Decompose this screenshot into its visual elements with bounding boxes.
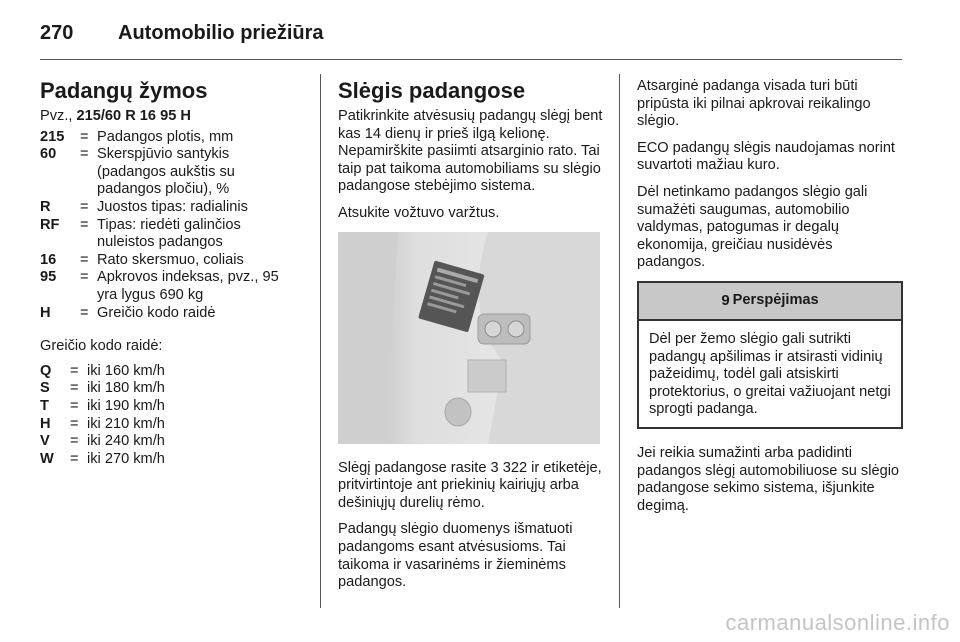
speed-code-list [40, 363, 302, 469]
speed-row: T = iki 190 km/h [40, 397, 165, 414]
page-header [40, 22, 324, 45]
section-heading-tire-pressure: Slėgis padangose [338, 78, 526, 103]
paragraph: Slėgį padangose rasite 3 322 ir etiketėje, pritvirtintoje ant priekinių kairiųjų arba dešiniųjų durelių rėmo. [338, 459, 602, 511]
speed-row: V = iki 240 km/h [40, 433, 165, 450]
definition-row: R = Juostos tipas: radialinis [40, 198, 248, 215]
warning-title: Perspėjimas [732, 292, 819, 309]
paragraph: Jei reikia sumažinti arba padidinti padangos slėgį automobiliuose su slėgio padangose sekimo sistema, išjunkite degimą. [637, 444, 900, 514]
header-rule [40, 59, 902, 60]
paragraph: ECO padangų slėgis naudojamas norint suvartoti mažiau kuro. [637, 139, 895, 174]
paragraph: Atsukite vožtuvo varžtus. [338, 204, 500, 221]
column-pressure-notes [637, 78, 903, 524]
definition-row: 16 = Rato skersmuo, coliais [40, 251, 244, 268]
example-line: Pvz., 215/60 R 16 95 H [40, 108, 191, 124]
warning-box [637, 281, 903, 429]
example-code: 215/60 R 16 95 H [76, 108, 191, 124]
tire-code-definitions [40, 129, 302, 323]
chapter-title: Automobilio priežiūra [118, 22, 324, 44]
page-reference-arrow-icon: 3 [490, 459, 499, 476]
definition-row: RF = Tipas: riedėti galinčios nuleistos padangos [40, 216, 241, 251]
paragraph: Atsarginė padanga visada turi būti pripūsta iki pilnai apkrovai reikalingo slėgio. [637, 78, 871, 130]
paragraph: Dėl netinkamo padangos slėgio gali sumažėti saugumas, automobilio valdymas, patogumas ir degalų ekonomija, greičiau nusidėvės padangos. [637, 183, 868, 271]
page-number: 270 [40, 22, 74, 44]
speed-row: H = iki 210 km/h [40, 415, 165, 432]
definition-row: 60 = Skerspjūvio santykis (padangos aukštis su padangos pločiu), % [40, 146, 235, 198]
paragraph: Patikrinkite atvėsusių padangų slėgį bent kas 14 dienų ir prieš ilgą kelionę. Nepamirškite pasiimti atsarginio rato. Tai taip pat taikoma automobiliams su slėgio padangose stebėjimo sistema. [338, 108, 603, 195]
speed-row: Q = iki 160 km/h [40, 362, 165, 379]
column-tire-pressure [338, 78, 604, 601]
warning-text: Dėl per žemo slėgio gali sutrikti padangų apšilimas ir atsirasti vidinių pažeidimų, todėl gali atsiskirti protektorius, o greitai važiuojant netgi sprogti padanga. [649, 330, 891, 418]
definition-row: 215 = Padangos plotis, mm [40, 128, 234, 145]
column-divider-1 [320, 74, 321, 608]
warning-header [639, 283, 901, 321]
definition-row: 95 = Apkrovos indeksas, pvz., 95 yra lygus 690 kg [40, 269, 279, 303]
section-heading-tire-markings: Padangų žymos [40, 78, 208, 103]
column-tire-markings [40, 78, 302, 468]
definition-row: H = Greičio kodo raidė [40, 304, 216, 321]
speed-row: W = iki 270 km/h [40, 450, 165, 467]
speed-row: S = iki 180 km/h [40, 380, 165, 397]
watermark: carmanualsonline.info [725, 610, 950, 635]
paragraph: Padangų slėgio duomenys išmatuoti padangoms esant atvėsusioms. Tai taikoma ir vasarinėms ir žieminėms padangos. [338, 521, 573, 591]
speed-code-intro: Greičio kodo raidė: [40, 338, 163, 355]
warning-triangle-icon: 9 [721, 292, 730, 310]
column-divider-2 [619, 74, 620, 608]
door-frame-label-photo [338, 232, 600, 444]
